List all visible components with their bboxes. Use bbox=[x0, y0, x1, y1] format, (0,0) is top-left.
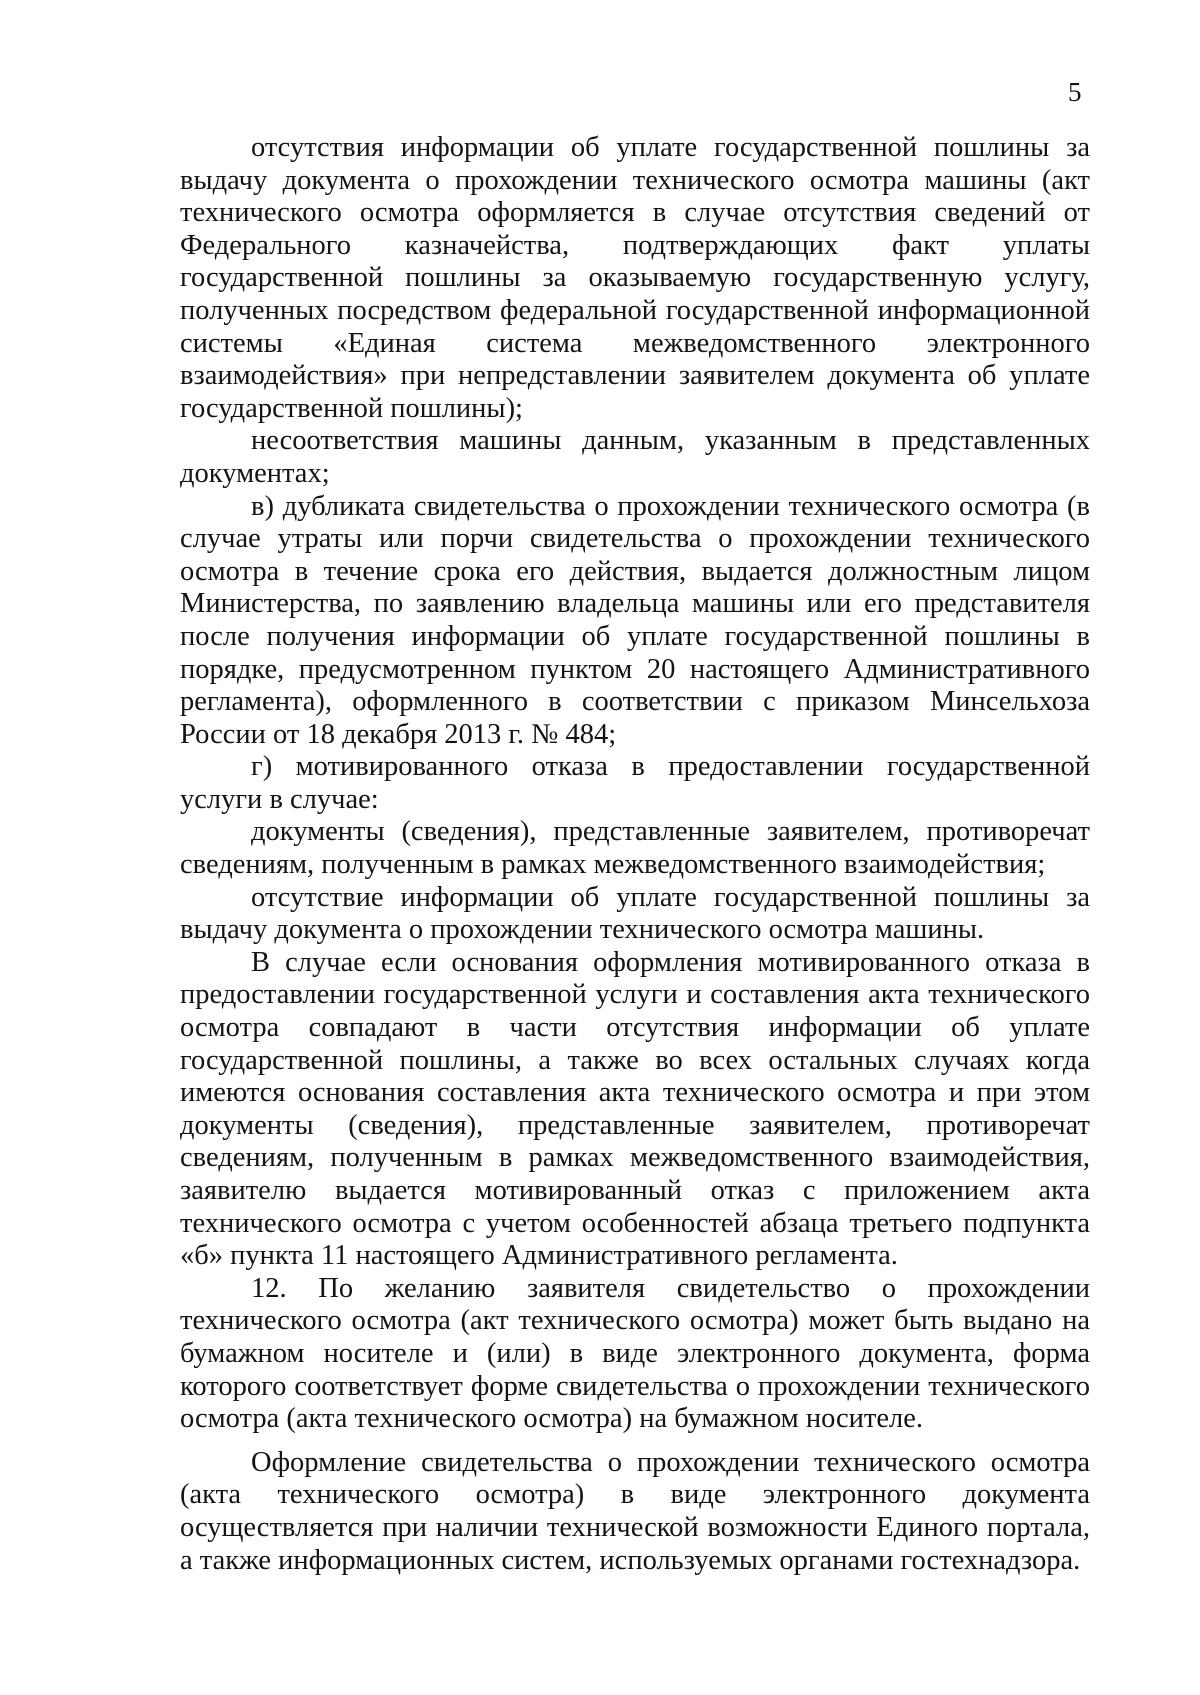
paragraph-electronic-certificate: Оформление свидетельства о прохождении технического осмотра (акта технического осмотра) в виде электронного документа осуществляется при наличии технической возможности Единого портала, а также информационных систем, используемых органами гостехнадзора. bbox=[180, 1446, 1090, 1576]
page-number: 5 bbox=[1068, 77, 1082, 107]
paragraph-documents-contradict: документы (сведения), представленные заявителем, противоречат сведениям, полученным в рамках межведомственного взаимодействия; bbox=[180, 816, 1090, 881]
paragraph-no-payment: отсутствие информации об уплате государственной пошлины за выдачу документа о прохождении технического осмотра машины. bbox=[180, 881, 1090, 946]
paragraph-no-payment-info: отсутствия информации об уплате государственной пошлины за выдачу документа о прохождении технического осмотра машины (акт технического осмотра оформляется в случае отсутствия сведений от Федерального казначейства, подтверждающих факт уплаты государственной пошлины за оказываемую государственную услугу, полученных посредством федеральной государственной информационной системы «Единая система межведомственного электронного взаимодействия» при непредставлении заявителем документа об уплате государственной пошлины); bbox=[180, 132, 1090, 424]
paragraph-duplicate-certificate: в) дубликата свидетельства о прохождении технического осмотра (в случае утраты или порчи свидетельства о прохождении технического осмотра в течение срока его действия, выдается должностным лицом Министерства, по заявлению владельца машины или его представителя после получения информации об уплате государственной пошлины в порядке, предусмотренном пунктом 20 настоящего Административного регламента), оформленного в соответствии с приказом Минсельхоза России от 18 декабря 2013 г. № 484; bbox=[180, 490, 1090, 750]
paragraph-machine-mismatch: несоответствия машины данным, указанным в представленных документах; bbox=[180, 425, 1090, 489]
body-text bbox=[180, 132, 1090, 1577]
paragraph-motivated-refusal: г) мотивированного отказа в предоставлении государственной услуги в случае: bbox=[180, 751, 1090, 815]
paragraph-item-12: 12. По желанию заявителя свидетельство о прохождении технического осмотра (акт технического осмотра) может быть выдано на бумажном носителе и (или) в виде электронного документа, форма которого соответствует форме свидетельства о прохождении технического осмотра (акта технического осмотра) на бумажном носителе. bbox=[180, 1272, 1090, 1435]
paragraph-refusal-with-act: В случае если основания оформления мотивированного отказа в предоставлении государственной услуги и составления акта технического осмотра совпадают в части отсутствия информации об уплате государственной пошлины, а также во всех остальных случаях когда имеются основания составления акта технического осмотра и при этом документы (сведения), представленные заявителем, противоречат сведениям, полученным в рамках межведомственного взаимодействия, заявителю выдается мотивированный отказ с приложением акта технического осмотра с учетом особенностей абзаца третьего подпункта «б» пункта 11 настоящего Административного регламента. bbox=[180, 946, 1090, 1272]
